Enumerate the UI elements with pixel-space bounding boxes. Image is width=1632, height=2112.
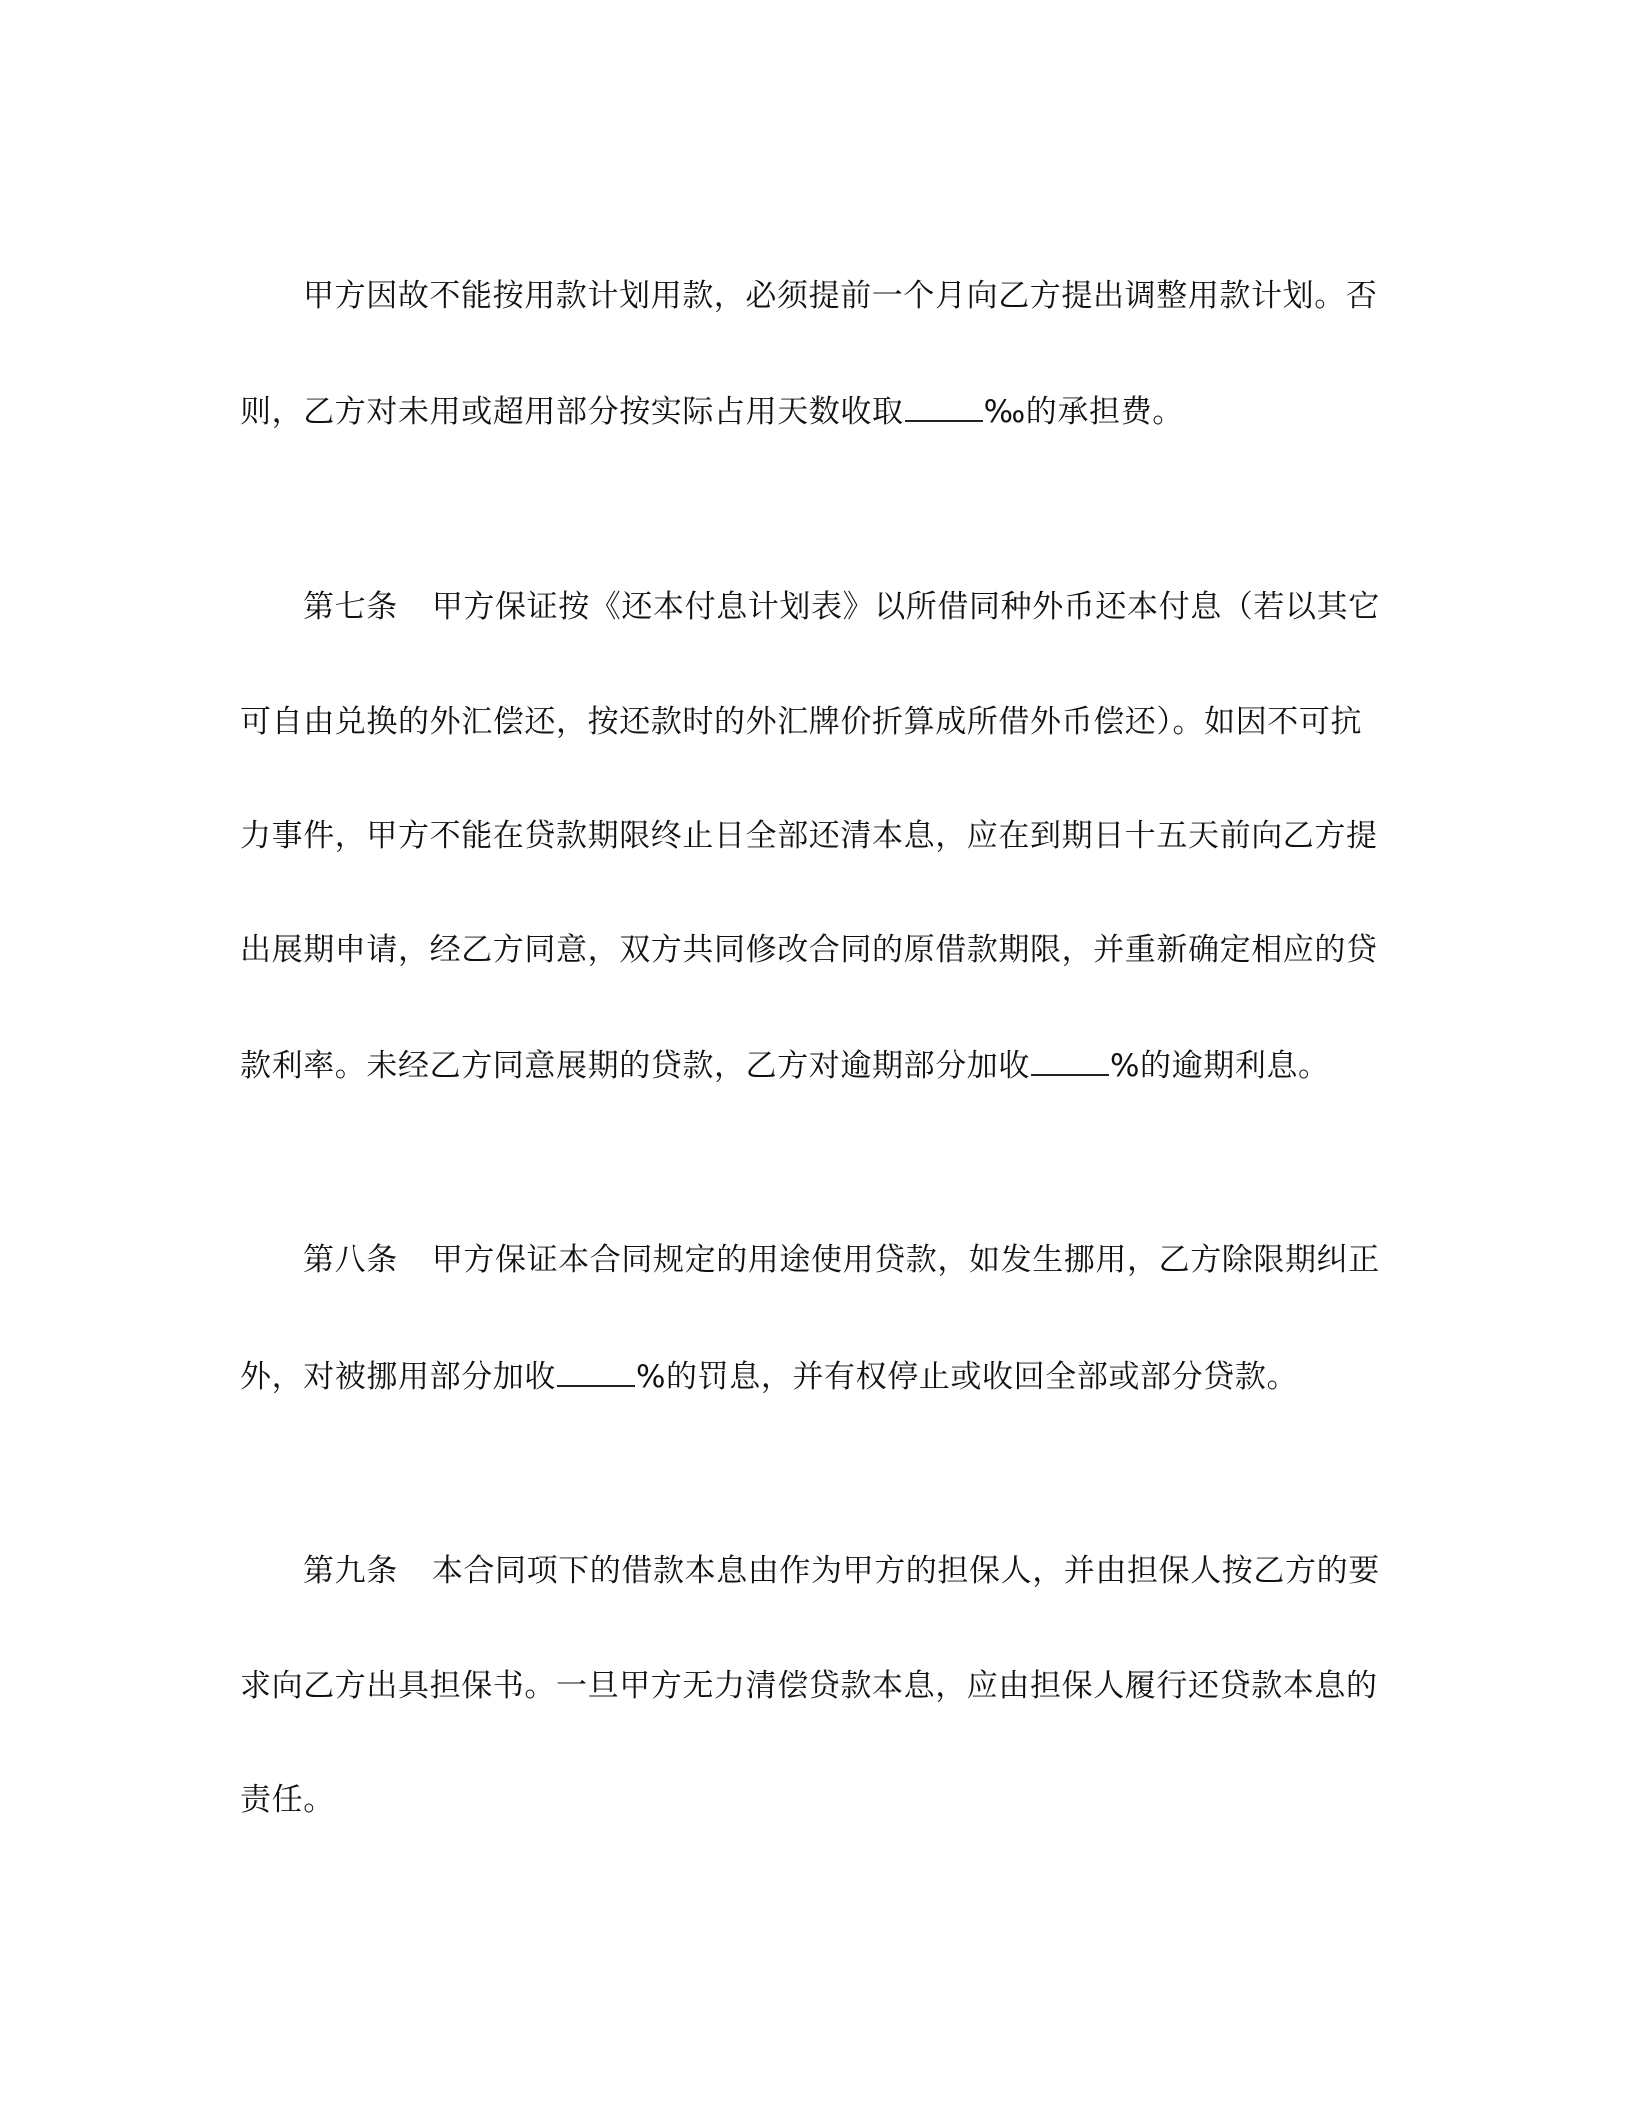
article-9-line-1 — [303, 1551, 1393, 1591]
text: 出展期申请，经乙方同意，双方共同修改合同的原借款期限，并重新确定相应的贷 — [240, 932, 1378, 968]
article-7-line-3 — [240, 816, 1390, 856]
text: %的罚息，并有权停止或收回全部或部分贷款。 — [636, 1359, 1299, 1395]
article-label: 第八条 — [303, 1242, 398, 1278]
article-label: 第七条 — [303, 589, 398, 625]
fill-in-blank — [557, 1355, 635, 1387]
text: 则，乙方对未用或超用部分按实际占用天数收取 — [240, 394, 904, 430]
text: 款利率。未经乙方同意展期的贷款，乙方对逾期部分加收 — [240, 1048, 1030, 1084]
article-8-line-2 — [240, 1355, 1390, 1397]
article-8-line-1 — [303, 1240, 1393, 1280]
text: 可自由兑换的外汇偿还，按还款时的外汇牌价折算成所借外币偿还）。如因不可抗 — [240, 704, 1363, 740]
article-7-line-2 — [240, 702, 1390, 742]
article-9-line-3 — [240, 1780, 1390, 1820]
article-7-line-4 — [240, 930, 1390, 970]
paragraph-1-line-1 — [303, 276, 1393, 316]
text: 甲方保证本合同规定的用途使用贷款，如发生挪用，乙方除限期纠正 — [431, 1242, 1380, 1278]
text: 力事件，甲方不能在贷款期限终止日全部还清本息，应在到期日十五天前向乙方提 — [240, 818, 1378, 854]
article-label: 第九条 — [303, 1553, 398, 1589]
text: 甲方保证按《还本付息计划表》以所借同种外币还本付息（若以其它 — [431, 589, 1380, 625]
text: 甲方因故不能按用款计划用款，必须提前一个月向乙方提出调整用款计划。否 — [303, 278, 1378, 314]
article-7-line-1 — [303, 587, 1393, 627]
text: %的逾期利息。 — [1110, 1048, 1330, 1084]
text: 外，对被挪用部分加收 — [240, 1359, 556, 1395]
text: ‰的承担费。 — [983, 394, 1184, 430]
fill-in-blank — [905, 390, 983, 422]
article-7-line-5 — [240, 1044, 1390, 1086]
text: 求向乙方出具担保书。一旦甲方无力清偿贷款本息，应由担保人履行还贷款本息的 — [240, 1668, 1378, 1704]
text: 本合同项下的借款本息由作为甲方的担保人，并由担保人按乙方的要 — [431, 1553, 1380, 1589]
fill-in-blank — [1031, 1044, 1109, 1076]
article-9-line-2 — [240, 1666, 1390, 1706]
paragraph-1-line-2 — [240, 390, 1390, 432]
text: 责任。 — [240, 1782, 335, 1818]
